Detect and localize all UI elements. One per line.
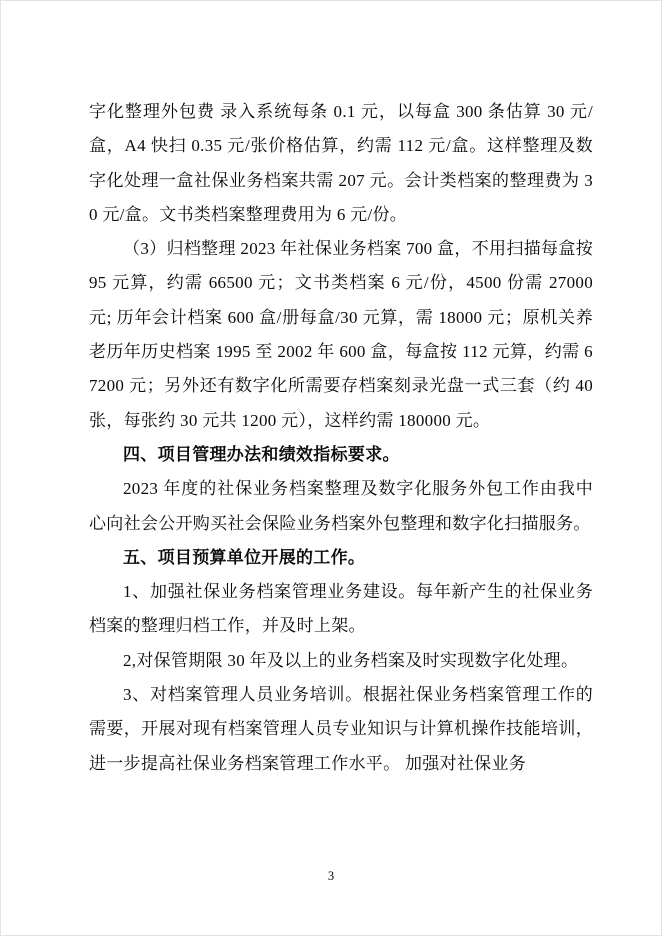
- paragraph-section-4-body: 2023 年度的社保业务档案整理及数字化服务外包工作由我中心向社会公开购买社会保险业务档案外包整理和数字化扫描服务。: [89, 479, 593, 533]
- paragraph-work-item-1: 1、加强社保业务档案管理业务建设。每年新产生的社保业务档案的整理归档工作，并及时上架。: [89, 582, 593, 636]
- heading-section-5: 五、项目预算单位开展的工作。: [123, 547, 366, 567]
- paragraph-work-item-2: 2,对保管期限 30 年及以上的业务档案及时实现数字化处理。: [123, 650, 579, 670]
- heading-section-4: 四、项目管理办法和绩效指标要求。: [123, 444, 400, 464]
- paragraph-item3-archive-costs: （3）归档整理 2023 年社保业务档案 700 盒，不用扫描每盒按 95 元算，约需 66500 元；文书类档案 6 元/份，4500 份需 27000 元; 历年会计档案 600 盒/册每盒/30 元算，需 18000 元；原机关养老历年历史档案 1995 至 2002 年 600 盒，每盒按 112 元算，约需 67200 元；另外还有数字化所需要存档案刻录光盘一式三套（约 40 张，每张约 30 元共 1200 元），这样约需 180000 元。: [89, 239, 593, 430]
- page-footer: [1, 867, 661, 885]
- paragraph-work-item-3: 3、对档案管理人员业务培训。根据社保业务档案管理工作的需要，开展对现有档案管理人员专业知识与计算机操作技能培训，进一步提高社保业务档案管理工作水平。 加强对社保业务: [89, 685, 593, 773]
- page-number: 3: [327, 869, 335, 883]
- document-body: [89, 95, 593, 781]
- paragraph-digitization-cost-continuation: 字化整理外包费 录入系统每条 0.1 元，以每盒 300 条估算 30 元/盒，A4 快扫 0.35 元/张价格估算，约需 112 元/盒。这样整理及数字化处理一盒社保业务档案共需 207 元。会计类档案的整理费为 30 元/盒。文书类档案整理费用为 6 元/份。: [89, 102, 593, 224]
